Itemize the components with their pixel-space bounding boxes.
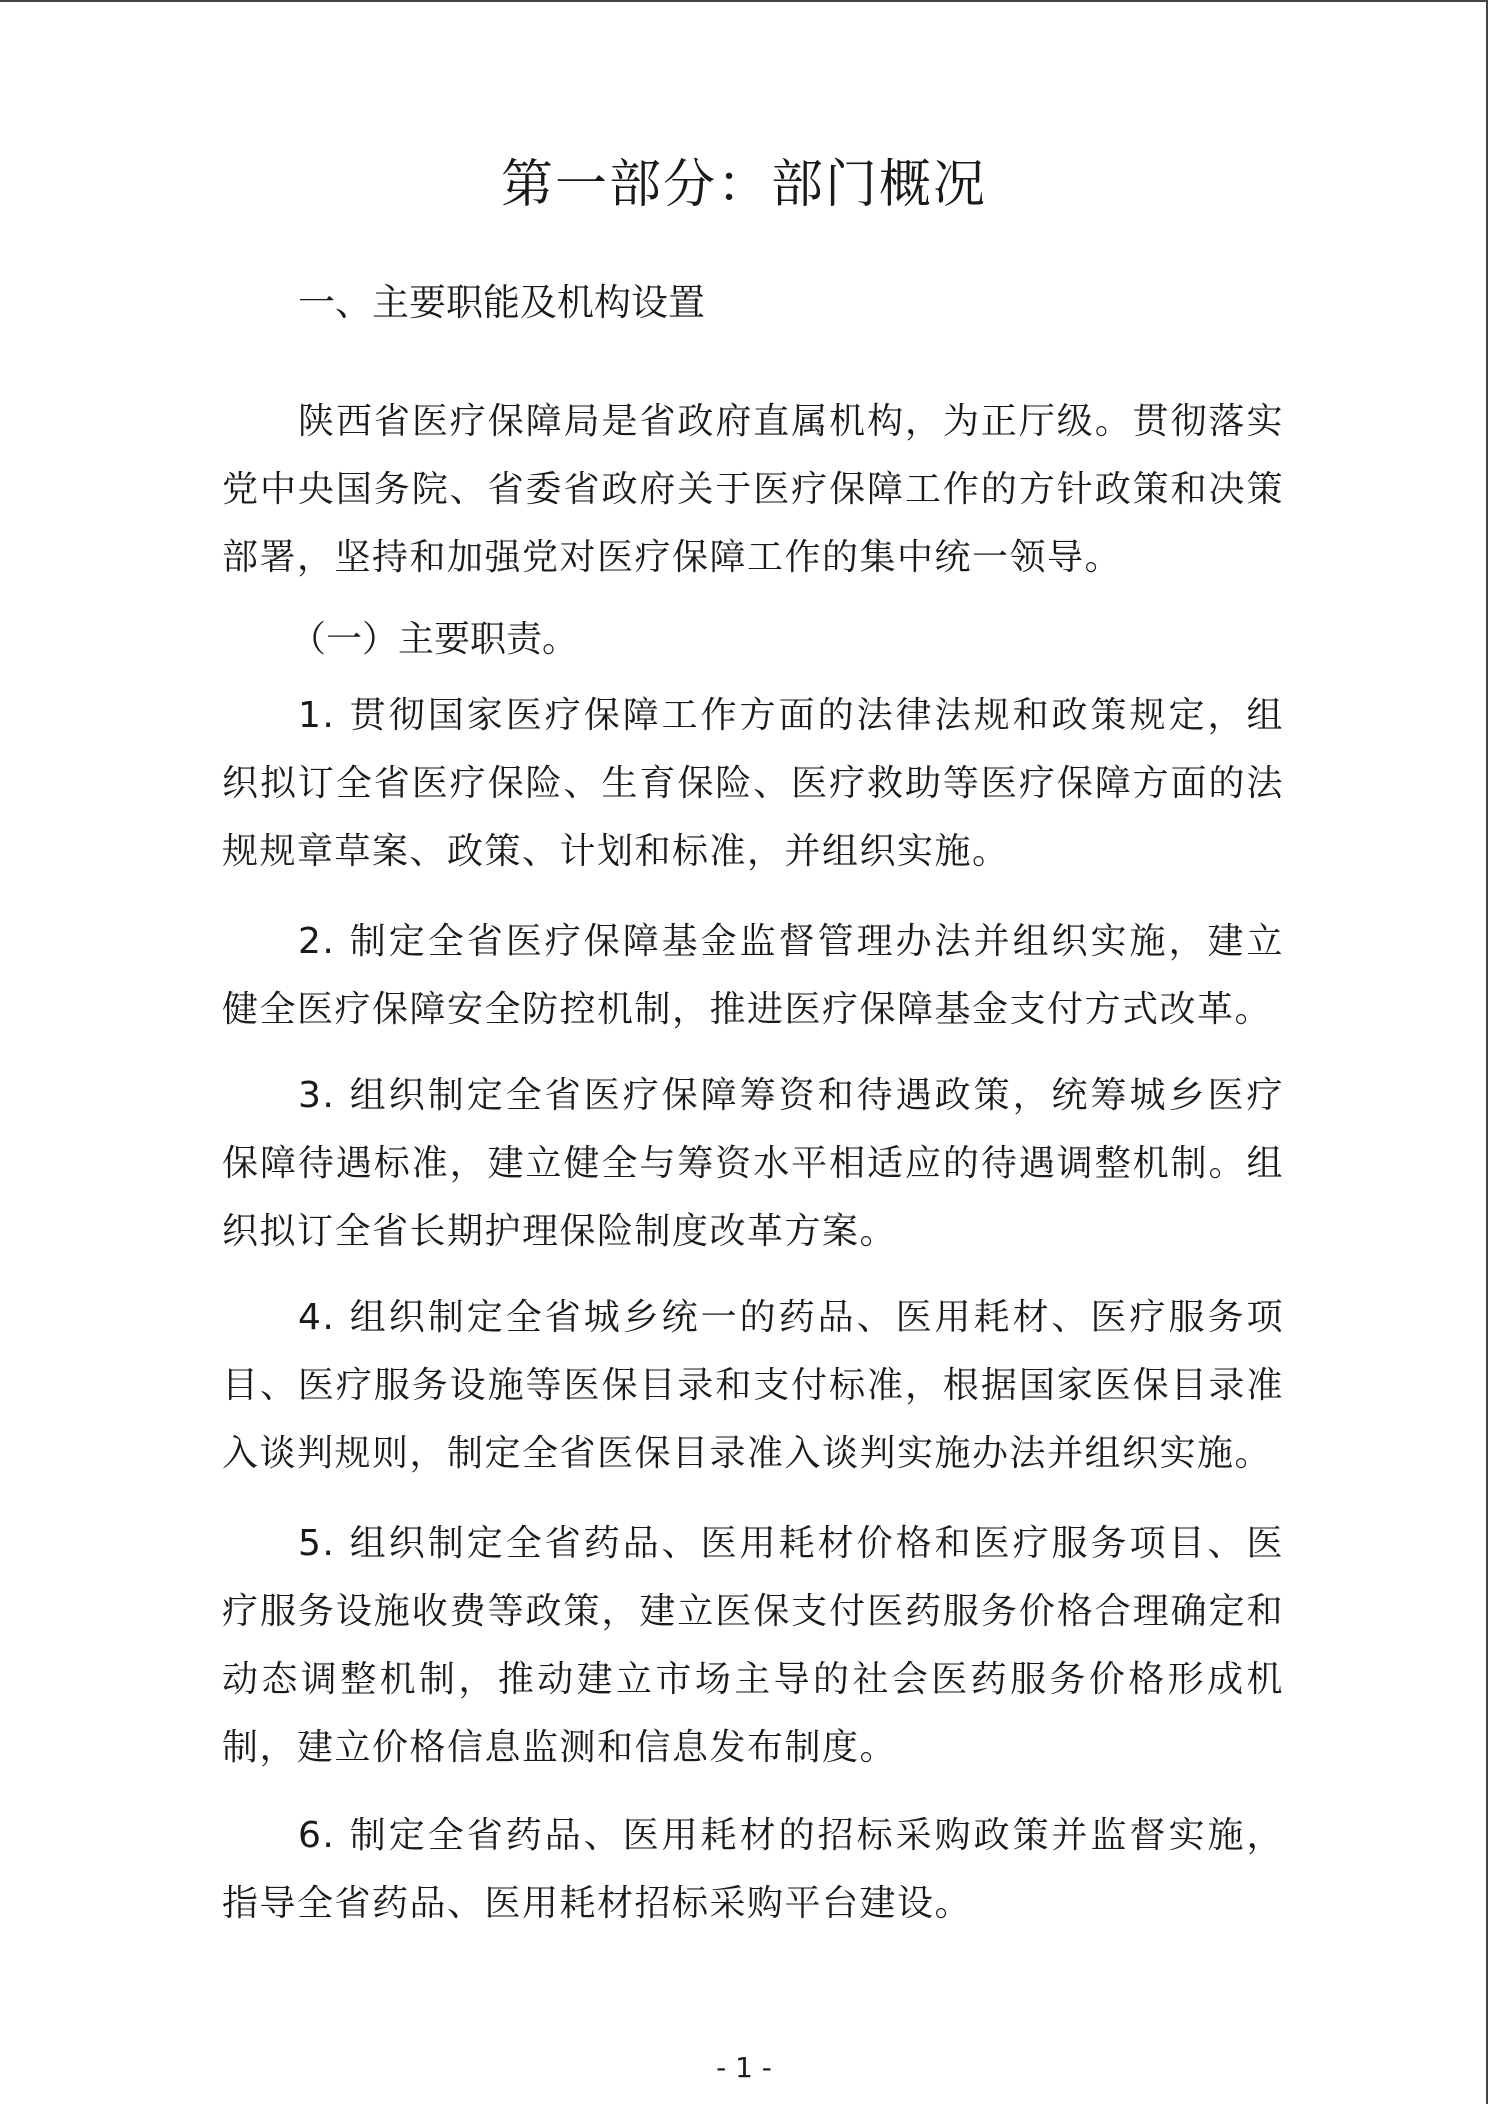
duty-item-1: 1. 贯彻国家医疗保障工作方面的法律法规和政策规定，组织拟订全省医疗保险、生育保险、医疗救助等医疗保障方面的法规规章草案、政策、计划和标准，并组织实施。 <box>222 695 1284 872</box>
page-title: 第一部分：部门概况 <box>500 155 987 215</box>
duty-item-2: 2. 制定全省医疗保障基金监督管理办法并组织实施，建立健全医疗保障安全防控机制，推进医疗保障基金支付方式改革。 <box>222 921 1284 1030</box>
section-heading: 一、主要职能及机构设置 <box>298 281 705 324</box>
intro-paragraph: 陕西省医疗保障局是省政府直属机构，为正厅级。贯彻落实党中央国务院、省委省政府关于医疗保障工作的方针政策和决策部署，坚持和加强党对医疗保障工作的集中统一领导。 <box>222 401 1284 578</box>
duty-item-6: 6. 制定全省药品、医用耗材的招标采购政策并监督实施，指导全省药品、医用耗材招标采购平台建设。 <box>222 1815 1284 1924</box>
duty-item-5: 5. 组织制定全省药品、医用耗材价格和医疗服务项目、医疗服务设施收费等政策，建立医保支付医药服务价格合理确定和动态调整机制，推动建立市场主导的社会医药服务价格形成机制，建立价格信息监测和信息发布制度。 <box>222 1523 1284 1768</box>
duty-item-3: 3. 组织制定全省医疗保障筹资和待遇政策，统筹城乡医疗保障待遇标准，建立健全与筹资水平相适应的待遇调整机制。组织拟订全省长期护理保险制度改革方案。 <box>222 1075 1284 1252</box>
page-number: - 1 - <box>716 2051 772 2084</box>
duty-item-4: 4. 组织制定全省城乡统一的药品、医用耗材、医疗服务项目、医疗服务设施等医保目录和支付标准，根据国家医保目录准入谈判规则，制定全省医保目录准入谈判实施办法并组织实施。 <box>222 1297 1284 1474</box>
duties-subheading: （一）主要职责。 <box>290 619 579 660</box>
